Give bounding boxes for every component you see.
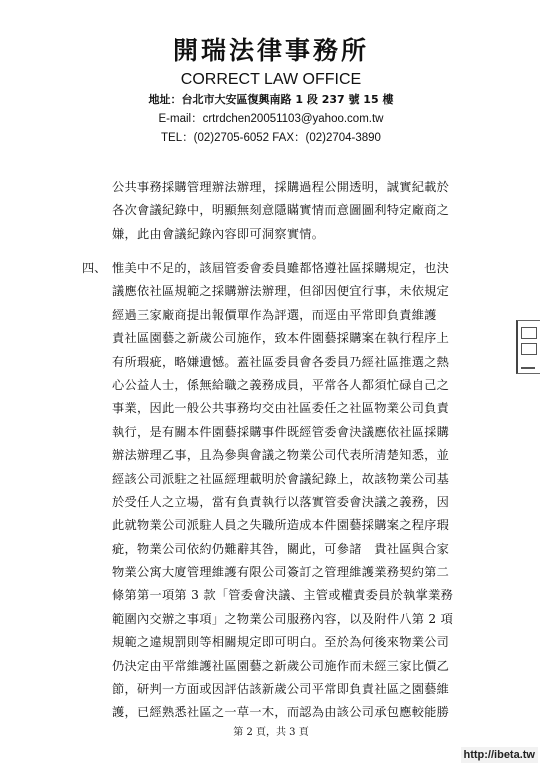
text-line: 惟美中不足的，該屆管委會委員雖都恪遵社區採購規定，也決 xyxy=(112,261,450,275)
continuation-paragraph xyxy=(112,176,472,246)
text-line: 範圍內交辦之事項」之物業公司服務內容，以及附件八第 2 項 xyxy=(112,611,454,626)
item-paragraph xyxy=(112,257,474,725)
text-line: 物業公寓大廈管理維護有限公司簽訂之管理維護業務契約第二 xyxy=(112,565,450,580)
text-line: 條第第一項第 3 款「管委會決議、主管或權責委員於執掌業務 xyxy=(112,588,454,603)
page-number: 第 2 頁，共 3 頁 xyxy=(233,727,309,738)
text-line: 執行，是有關本件園藝採購事件既經管委會決議應依社區採購 xyxy=(112,424,450,439)
text-line: 經過三家廠商提出報價單作為評選，而逕由平常即負責維護 xyxy=(112,307,437,322)
text-line: 有所瑕疵，略嫌遺憾。蓋社區委員會各委員乃經社區推選之熱 xyxy=(112,354,450,369)
firm-tel-fax: TEL：(02)2705-6052 FAX：(02)2704-3890 xyxy=(161,132,381,144)
text-line: 護，已經熟悉社區之一草一木，而認為由該公司承包應較能勝 xyxy=(112,705,450,720)
firm-address: 地址：台北市大安區復興南路 1 段 237 號 15 樓 xyxy=(148,93,394,106)
text-line: 責社區園藝之新歲公司施作，致本件園藝採購案在執行程序上 xyxy=(112,331,450,346)
item-number: 四、 xyxy=(82,261,107,275)
text-line: 嫌，此由會議紀錄內容即可洞察實情。 xyxy=(112,226,325,241)
text-line: 辦法辦理乙事，且為參與會議之物業公司代表所清楚知悉，並 xyxy=(112,448,450,463)
text-line: 議應依社區規範之採購辦法辦理，但卻因便宜行事，未依規定 xyxy=(112,284,450,299)
text-line: 節，研判一方面或因評估該新歲公司平常即負責社區之園藝維 xyxy=(112,682,450,697)
text-line: 各次會議紀錄中，明顯無刻意隱瞞實情而意圖圖利特定廠商之 xyxy=(112,203,450,218)
firm-name-english: CORRECT LAW OFFICE xyxy=(180,71,362,88)
text-line: 經該公司派駐之社區經理載明於會議紀錄上，故該物業公司基 xyxy=(112,471,450,486)
watermark: http://ibeta.tw xyxy=(461,747,539,763)
firm-email: E-mail：crtrdchen20051103@yahoo.com.tw xyxy=(158,113,384,125)
seal-stamp-mark xyxy=(516,320,540,374)
text-line: 心公益人士，係無給職之義務成員，平常各人都須忙碌自己之 xyxy=(112,377,450,392)
text-line: 事業，因此一般公共事務均交由社區委任之社區物業公司負責 xyxy=(112,401,450,416)
text-line: 仍決定由平常維護社區園藝之新歲公司施作而未經三家比價乙 xyxy=(112,658,450,673)
text-line: 於受任人之立場，當有負責執行以落實管委會決議之義務，因 xyxy=(112,494,450,509)
text-line: 疵，物業公司依約仍難辭其咎，關此，可參諸 貴社區與合家 xyxy=(112,541,450,556)
text-line: 公共事務採購管理辦法辦理，採購過程公開透明，誠實紀載於 xyxy=(112,180,450,194)
text-line: 此就物業公司派駐人員之失職所造成本件園藝採購案之程序瑕 xyxy=(112,518,450,533)
text-line: 規範之違規罰則等相關規定即可明白。至於為何後來物業公司 xyxy=(112,635,450,650)
firm-name: 開瑞法律事務所 xyxy=(172,36,369,65)
